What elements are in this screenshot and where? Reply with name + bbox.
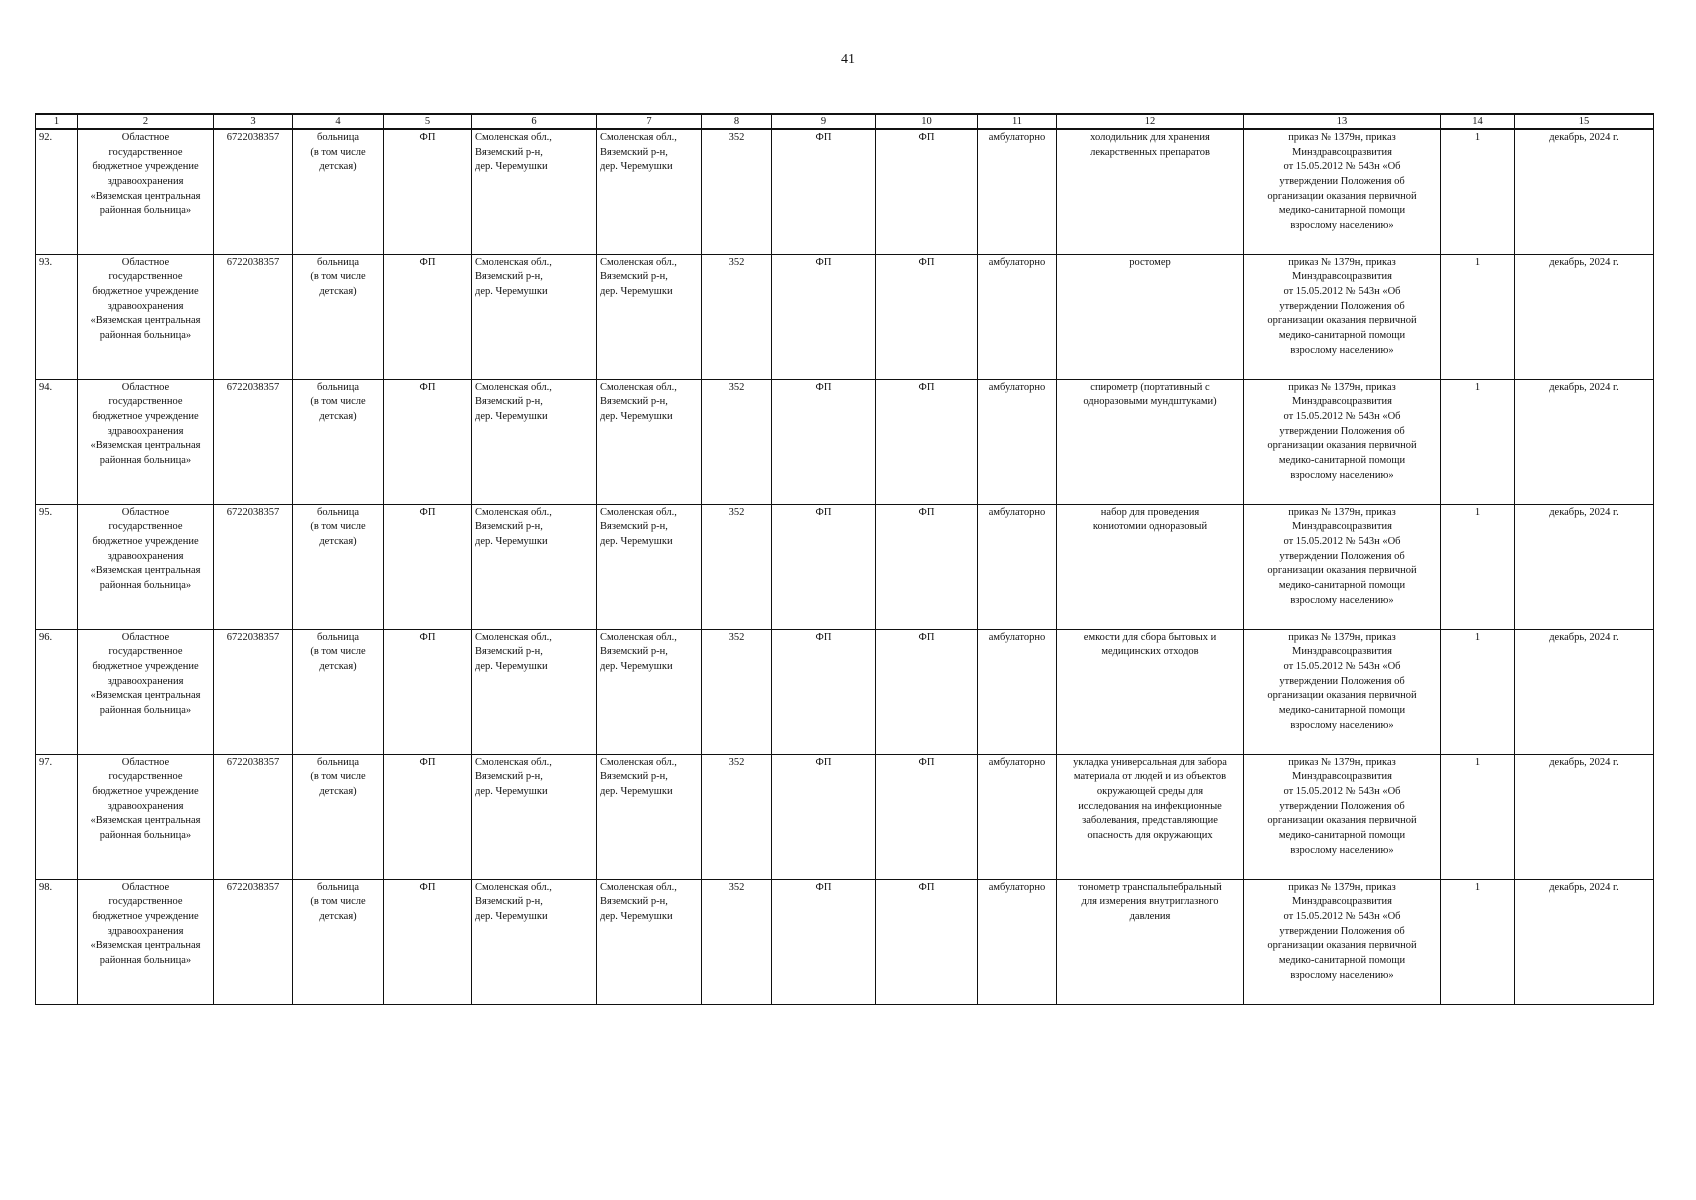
table-row	[36, 379, 1654, 504]
delivery-date: декабрь, 2024 г.	[1515, 504, 1654, 629]
table-row	[36, 754, 1654, 879]
column-header-13: 13	[1244, 114, 1441, 129]
row-number: 95.	[36, 504, 78, 629]
delivery-date: декабрь, 2024 г.	[1515, 379, 1654, 504]
table-row	[36, 629, 1654, 754]
row-number: 92.	[36, 129, 78, 254]
care-mode: амбулаторно	[978, 129, 1057, 254]
address-secondary: Смоленская обл., Вяземский р-н, дер. Черемушки	[597, 129, 702, 254]
table-row	[36, 879, 1654, 1004]
address-secondary: Смоленская обл., Вяземский р-н, дер. Черемушки	[597, 379, 702, 504]
column-header-1: 1	[36, 114, 78, 129]
care-mode: амбулаторно	[978, 754, 1057, 879]
page-number: 41	[841, 52, 855, 67]
unit-code: 352	[702, 504, 772, 629]
unit-type: ФП	[384, 629, 472, 754]
organization-name: Областное государственное бюджетное учреждение здравоохранения «Вяземская центральная районная больница»	[78, 254, 214, 379]
address-secondary: Смоленская обл., Вяземский р-н, дер. Черемушки	[597, 629, 702, 754]
column-header-5: 5	[384, 114, 472, 129]
column-header-10: 10	[876, 114, 978, 129]
inn-code: 6722038357	[214, 504, 293, 629]
column-number-header-row	[36, 114, 1654, 129]
subdivision-type: ФП	[772, 379, 876, 504]
delivery-date: декабрь, 2024 г.	[1515, 879, 1654, 1004]
facility-type: больница (в том числе детская)	[293, 129, 384, 254]
subdivision-type: ФП	[772, 879, 876, 1004]
delivery-date: декабрь, 2024 г.	[1515, 754, 1654, 879]
equipment-table	[35, 113, 1654, 1005]
facility-type: больница (в том числе детская)	[293, 504, 384, 629]
subdivision-name: ФП	[876, 129, 978, 254]
address-secondary: Смоленская обл., Вяземский р-н, дер. Черемушки	[597, 504, 702, 629]
organization-name: Областное государственное бюджетное учреждение здравоохранения «Вяземская центральная районная больница»	[78, 629, 214, 754]
column-header-8: 8	[702, 114, 772, 129]
care-mode: амбулаторно	[978, 879, 1057, 1004]
address-primary: Смоленская обл., Вяземский р-н, дер. Черемушки	[472, 129, 597, 254]
equipment-name: холодильник для хранения лекарственных препаратов	[1057, 129, 1244, 254]
equipment-name: набор для проведения кониотомии одноразовый	[1057, 504, 1244, 629]
care-mode: амбулаторно	[978, 504, 1057, 629]
column-header-9: 9	[772, 114, 876, 129]
inn-code: 6722038357	[214, 629, 293, 754]
column-header-12: 12	[1057, 114, 1244, 129]
unit-code: 352	[702, 754, 772, 879]
subdivision-type: ФП	[772, 629, 876, 754]
unit-type: ФП	[384, 504, 472, 629]
quantity: 1	[1441, 754, 1515, 879]
equipment-name: спирометр (портативный с одноразовыми мундштуками)	[1057, 379, 1244, 504]
subdivision-name: ФП	[876, 254, 978, 379]
organization-name: Областное государственное бюджетное учреждение здравоохранения «Вяземская центральная районная больница»	[78, 754, 214, 879]
inn-code: 6722038357	[214, 129, 293, 254]
legal-basis: приказ № 1379н, приказ Минздравсоцразвития от 15.05.2012 № 543н «Об утверждении Положения об организации оказания первичной медико-санитарной помощи взрослому населению»	[1244, 879, 1441, 1004]
legal-basis: приказ № 1379н, приказ Минздравсоцразвития от 15.05.2012 № 543н «Об утверждении Положения об организации оказания первичной медико-санитарной помощи взрослому населению»	[1244, 754, 1441, 879]
row-number: 98.	[36, 879, 78, 1004]
subdivision-name: ФП	[876, 754, 978, 879]
subdivision-name: ФП	[876, 629, 978, 754]
table-row	[36, 504, 1654, 629]
organization-name: Областное государственное бюджетное учреждение здравоохранения «Вяземская центральная районная больница»	[78, 129, 214, 254]
row-number: 94.	[36, 379, 78, 504]
inn-code: 6722038357	[214, 879, 293, 1004]
column-header-11: 11	[978, 114, 1057, 129]
address-primary: Смоленская обл., Вяземский р-н, дер. Черемушки	[472, 629, 597, 754]
address-primary: Смоленская обл., Вяземский р-н, дер. Черемушки	[472, 254, 597, 379]
quantity: 1	[1441, 129, 1515, 254]
legal-basis: приказ № 1379н, приказ Минздравсоцразвития от 15.05.2012 № 543н «Об утверждении Положения об организации оказания первичной медико-санитарной помощи взрослому населению»	[1244, 254, 1441, 379]
table-row	[36, 129, 1654, 254]
subdivision-name: ФП	[876, 379, 978, 504]
organization-name: Областное государственное бюджетное учреждение здравоохранения «Вяземская центральная районная больница»	[78, 504, 214, 629]
subdivision-name: ФП	[876, 879, 978, 1004]
row-number: 93.	[36, 254, 78, 379]
column-header-2: 2	[78, 114, 214, 129]
subdivision-type: ФП	[772, 754, 876, 879]
facility-type: больница (в том числе детская)	[293, 754, 384, 879]
care-mode: амбулаторно	[978, 254, 1057, 379]
unit-code: 352	[702, 629, 772, 754]
unit-type: ФП	[384, 129, 472, 254]
inn-code: 6722038357	[214, 754, 293, 879]
facility-type: больница (в том числе детская)	[293, 879, 384, 1004]
column-header-6: 6	[472, 114, 597, 129]
unit-code: 352	[702, 129, 772, 254]
facility-type: больница (в том числе детская)	[293, 379, 384, 504]
column-header-14: 14	[1441, 114, 1515, 129]
legal-basis: приказ № 1379н, приказ Минздравсоцразвития от 15.05.2012 № 543н «Об утверждении Положения об организации оказания первичной медико-санитарной помощи взрослому населению»	[1244, 379, 1441, 504]
subdivision-type: ФП	[772, 254, 876, 379]
inn-code: 6722038357	[214, 379, 293, 504]
column-header-3: 3	[214, 114, 293, 129]
legal-basis: приказ № 1379н, приказ Минздравсоцразвития от 15.05.2012 № 543н «Об утверждении Положения об организации оказания первичной медико-санитарной помощи взрослому населению»	[1244, 129, 1441, 254]
subdivision-type: ФП	[772, 504, 876, 629]
column-header-15: 15	[1515, 114, 1654, 129]
unit-type: ФП	[384, 754, 472, 879]
address-primary: Смоленская обл., Вяземский р-н, дер. Черемушки	[472, 879, 597, 1004]
quantity: 1	[1441, 504, 1515, 629]
delivery-date: декабрь, 2024 г.	[1515, 129, 1654, 254]
subdivision-name: ФП	[876, 504, 978, 629]
organization-name: Областное государственное бюджетное учреждение здравоохранения «Вяземская центральная районная больница»	[78, 879, 214, 1004]
quantity: 1	[1441, 629, 1515, 754]
unit-type: ФП	[384, 379, 472, 504]
inn-code: 6722038357	[214, 254, 293, 379]
address-secondary: Смоленская обл., Вяземский р-н, дер. Черемушки	[597, 879, 702, 1004]
delivery-date: декабрь, 2024 г.	[1515, 629, 1654, 754]
quantity: 1	[1441, 254, 1515, 379]
address-primary: Смоленская обл., Вяземский р-н, дер. Черемушки	[472, 379, 597, 504]
unit-type: ФП	[384, 879, 472, 1004]
column-header-7: 7	[597, 114, 702, 129]
equipment-name: емкости для сбора бытовых и медицинских отходов	[1057, 629, 1244, 754]
organization-name: Областное государственное бюджетное учреждение здравоохранения «Вяземская центральная районная больница»	[78, 379, 214, 504]
column-header-4: 4	[293, 114, 384, 129]
row-number: 96.	[36, 629, 78, 754]
row-number: 97.	[36, 754, 78, 879]
table-row	[36, 254, 1654, 379]
subdivision-type: ФП	[772, 129, 876, 254]
unit-type: ФП	[384, 254, 472, 379]
equipment-name: ростомер	[1057, 254, 1244, 379]
care-mode: амбулаторно	[978, 379, 1057, 504]
equipment-name: тонометр транспальпебральный для измерения внутриглазного давления	[1057, 879, 1244, 1004]
quantity: 1	[1441, 879, 1515, 1004]
address-primary: Смоленская обл., Вяземский р-н, дер. Черемушки	[472, 754, 597, 879]
address-primary: Смоленская обл., Вяземский р-н, дер. Черемушки	[472, 504, 597, 629]
address-secondary: Смоленская обл., Вяземский р-н, дер. Черемушки	[597, 254, 702, 379]
legal-basis: приказ № 1379н, приказ Минздравсоцразвития от 15.05.2012 № 543н «Об утверждении Положения об организации оказания первичной медико-санитарной помощи взрослому населению»	[1244, 629, 1441, 754]
facility-type: больница (в том числе детская)	[293, 254, 384, 379]
table-body	[36, 129, 1654, 1004]
care-mode: амбулаторно	[978, 629, 1057, 754]
unit-code: 352	[702, 879, 772, 1004]
quantity: 1	[1441, 379, 1515, 504]
address-secondary: Смоленская обл., Вяземский р-н, дер. Черемушки	[597, 754, 702, 879]
legal-basis: приказ № 1379н, приказ Минздравсоцразвития от 15.05.2012 № 543н «Об утверждении Положения об организации оказания первичной медико-санитарной помощи взрослому населению»	[1244, 504, 1441, 629]
delivery-date: декабрь, 2024 г.	[1515, 254, 1654, 379]
unit-code: 352	[702, 254, 772, 379]
facility-type: больница (в том числе детская)	[293, 629, 384, 754]
unit-code: 352	[702, 379, 772, 504]
equipment-name: укладка универсальная для забора материала от людей и из объектов окружающей среды для исследования на инфекционные заболевания, представляющие опасность для окружающих	[1057, 754, 1244, 879]
